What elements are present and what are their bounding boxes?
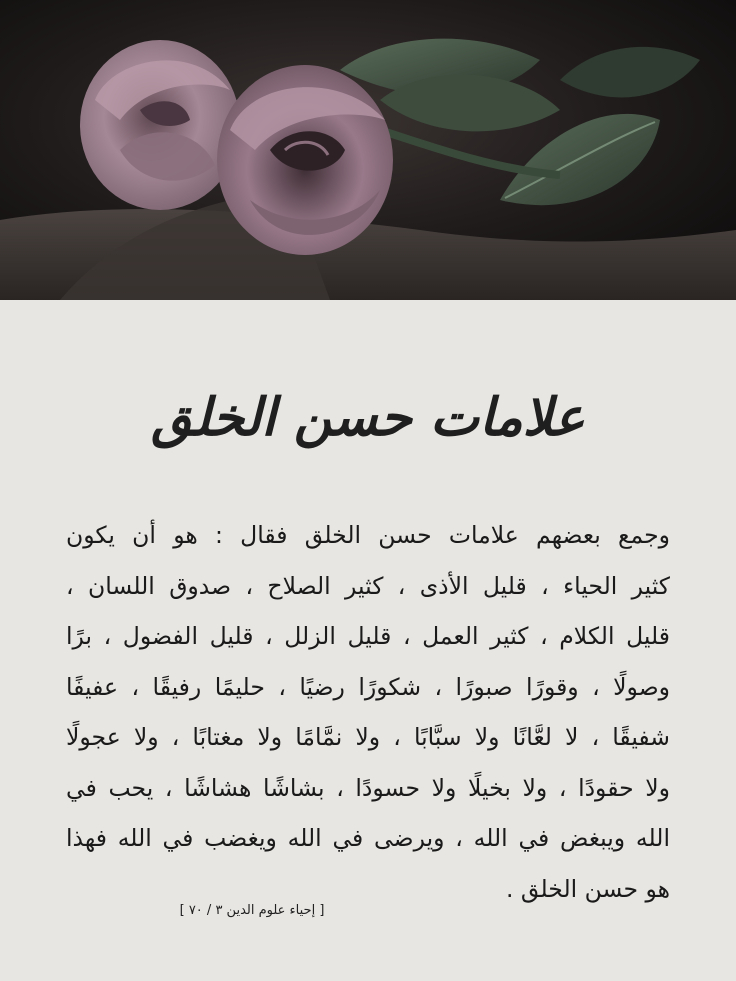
quote-line: ولا حقودًا ، ولا بخيلًا ولا حسودًا ، بشاشًا هشاشًا ، يحب في bbox=[66, 773, 670, 802]
quote-line: الله ويبغض في الله ، ويرضى في الله ويغضب في الله فهذا bbox=[66, 824, 670, 852]
source-citation: [ إحياء علوم الدين ٣ / ٧٠ ] bbox=[179, 903, 325, 918]
quote-line: هو حسن الخلق . bbox=[505, 874, 670, 903]
quote-line: قليل الكلام ، كثير العمل ، قليل الزلل ، قليل الفضول ، برًا bbox=[66, 622, 670, 650]
page-title: علامات حسن الخلق bbox=[151, 387, 585, 448]
quote-line: شفيقًا ، لا لعَّانًا ولا سبَّابًا ، ولا نمَّامًا ولا مغتابًا ، ولا عجولًا bbox=[66, 723, 670, 751]
roses-photo bbox=[0, 0, 736, 300]
quote-line: وجمع بعضهم علامات حسن الخلق فقال : هو أن يكون bbox=[66, 521, 670, 549]
quote-body bbox=[66, 510, 670, 914]
quote-line: وصولًا ، وقورًا صبورًا ، شكورًا رضيًا ، حليمًا رفيقًا ، عفيفًا bbox=[66, 672, 670, 701]
roses-image bbox=[0, 0, 736, 300]
quote-line: كثير الحياء ، قليل الأذى ، كثير الصلاح ، صدوق اللسان ، bbox=[66, 571, 670, 600]
